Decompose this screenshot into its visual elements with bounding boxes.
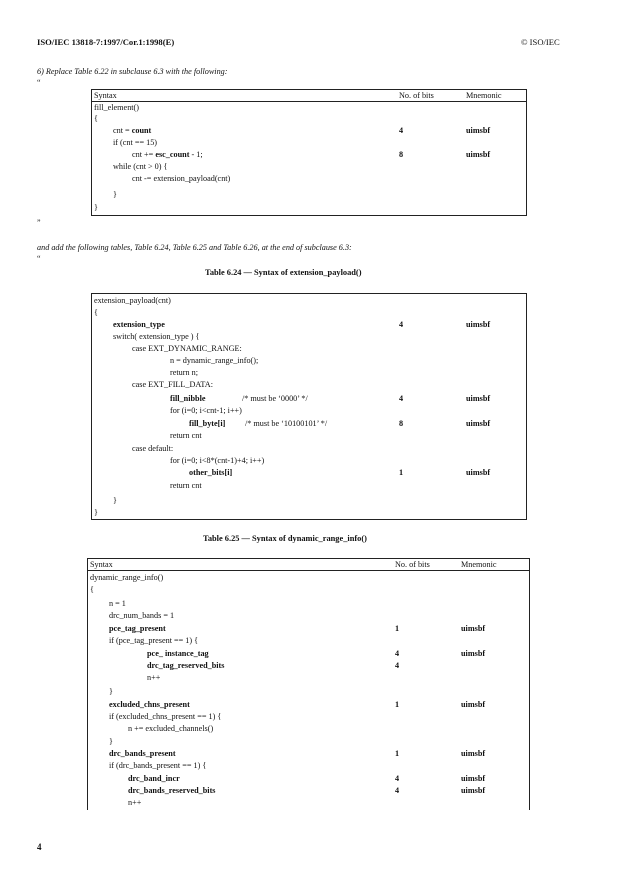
col-bits: No. of bits [399,91,434,100]
bits-value: 4 [399,126,404,135]
table-header-row [92,90,526,102]
col-syntax: Syntax [94,91,117,100]
syntax-line: n = 1 [109,599,126,608]
mnemonic-value: uimsbf [461,749,486,758]
table-caption-624: Table 6.24 — Syntax of extension_payload() [205,268,362,277]
syntax-line: if (excluded_chns_present == 1) { [109,712,222,721]
col-bits: No. of bits [395,560,430,569]
syntax-line: pce_tag_present [109,624,166,633]
document-id: ISO/IEC 13818-7:1997/Cor.1:1998(E) [37,37,175,47]
syntax-line: dynamic_range_info() [90,573,164,582]
syntax-line: drc_bands_reserved_bits [128,786,216,795]
syntax-line: fill_nibble [170,394,206,403]
table-fill-element [91,89,527,216]
mnemonic-value: uimsbf [466,468,491,477]
bits-value: 4 [395,661,400,670]
syntax-line: for (i=0; i<cnt-1; i++) [170,406,242,415]
bits-value: 1 [395,624,400,633]
instruction-replace: 6) Replace Table 6.22 in subclause 6.3 with the following: [37,67,228,76]
col-mnemonic: Mnemonic [466,91,502,100]
syntax-line: case EXT_FILL_DATA: [132,380,213,389]
close-quote: ” [37,218,41,227]
page-number: 4 [37,842,42,852]
syntax-line: n += excluded_channels() [128,724,214,733]
bits-value: 4 [399,320,404,329]
syntax-line: case default: [132,444,174,453]
mnemonic-value: uimsbf [466,150,491,159]
syntax-line: n = dynamic_range_info(); [170,356,259,365]
syntax-line: } [109,687,113,696]
bits-value: 8 [399,419,404,428]
bits-value: 4 [399,394,404,403]
copyright-notice: © ISO/IEC [521,37,560,47]
syntax-line: switch( extension_type ) { [113,332,200,341]
syntax-line: if (pce_tag_present == 1) { [109,636,199,645]
syntax-line: fill_element() [94,103,140,112]
syntax-line: n++ [147,673,161,682]
mnemonic-value: uimsbf [466,394,491,403]
col-mnemonic: Mnemonic [461,560,497,569]
bits-value: 4 [395,649,400,658]
syntax-line: cnt = count [113,126,152,135]
mnemonic-value: uimsbf [461,649,486,658]
mnemonic-value: uimsbf [461,700,486,709]
mnemonic-value: uimsbf [461,774,486,783]
syntax-line: extension_payload(cnt) [94,296,171,305]
bits-value: 8 [399,150,404,159]
syntax-line: if (drc_bands_present == 1) { [109,761,207,770]
syntax-line: while (cnt > 0) { [113,162,168,171]
syntax-line: n++ [128,798,142,807]
syntax-line: return n; [170,368,198,377]
syntax-line: excluded_chns_present [109,700,190,709]
bits-value: 1 [395,749,400,758]
syntax-line: fill_byte[i] [189,419,226,428]
syntax-line: pce_ instance_tag [147,649,209,658]
mnemonic-value: uimsbf [466,419,491,428]
bits-value: 1 [399,468,404,477]
syntax-line: if (cnt == 15) [113,138,158,147]
syntax-line: drc_bands_present [109,749,176,758]
mnemonic-value: uimsbf [461,786,486,795]
bits-value: 4 [395,774,400,783]
syntax-line: } [94,508,98,517]
syntax-line: drc_num_bands = 1 [109,611,175,620]
syntax-line: return cnt [170,481,202,490]
syntax-comment: /* must be ‘0000’ */ [242,394,308,403]
col-syntax: Syntax [90,560,113,569]
open-quote: “ [37,78,41,87]
instruction-add: and add the following tables, Table 6.24, Table 6.25 and Table 6.26, at the end of subclause 6.3: [37,243,352,252]
mnemonic-value: uimsbf [466,320,491,329]
syntax-line: } [113,190,117,199]
syntax-line: } [109,737,113,746]
mnemonic-value: uimsbf [461,624,486,633]
syntax-line: other_bits[i] [189,468,233,477]
syntax-comment: /* must be ‘10100101’ */ [245,419,328,428]
open-quote-2: “ [37,254,41,263]
bits-value: 1 [395,700,400,709]
syntax-line: return cnt [170,431,202,440]
syntax-line: drc_tag_reserved_bits [147,661,225,670]
syntax-line: cnt -= extension_payload(cnt) [132,174,231,183]
syntax-line: } [94,203,98,212]
syntax-line: { [94,308,98,317]
mnemonic-value: uimsbf [466,126,491,135]
syntax-line: { [94,114,98,123]
syntax-line: drc_band_incr [128,774,180,783]
bits-value: 4 [395,786,400,795]
syntax-line: extension_type [113,320,165,329]
table-dynamic-range-info [87,558,530,810]
syntax-line: case EXT_DYNAMIC_RANGE: [132,344,242,353]
syntax-line: } [113,496,117,505]
table-header-row [88,559,529,571]
table-caption-625: Table 6.25 — Syntax of dynamic_range_info() [203,534,367,543]
table-extension-payload [91,293,527,520]
syntax-line: { [90,585,94,594]
syntax-line: for (i=0; i<8*(cnt-1)+4; i++) [170,456,265,465]
syntax-line: cnt += esc_count - 1; [132,150,203,159]
